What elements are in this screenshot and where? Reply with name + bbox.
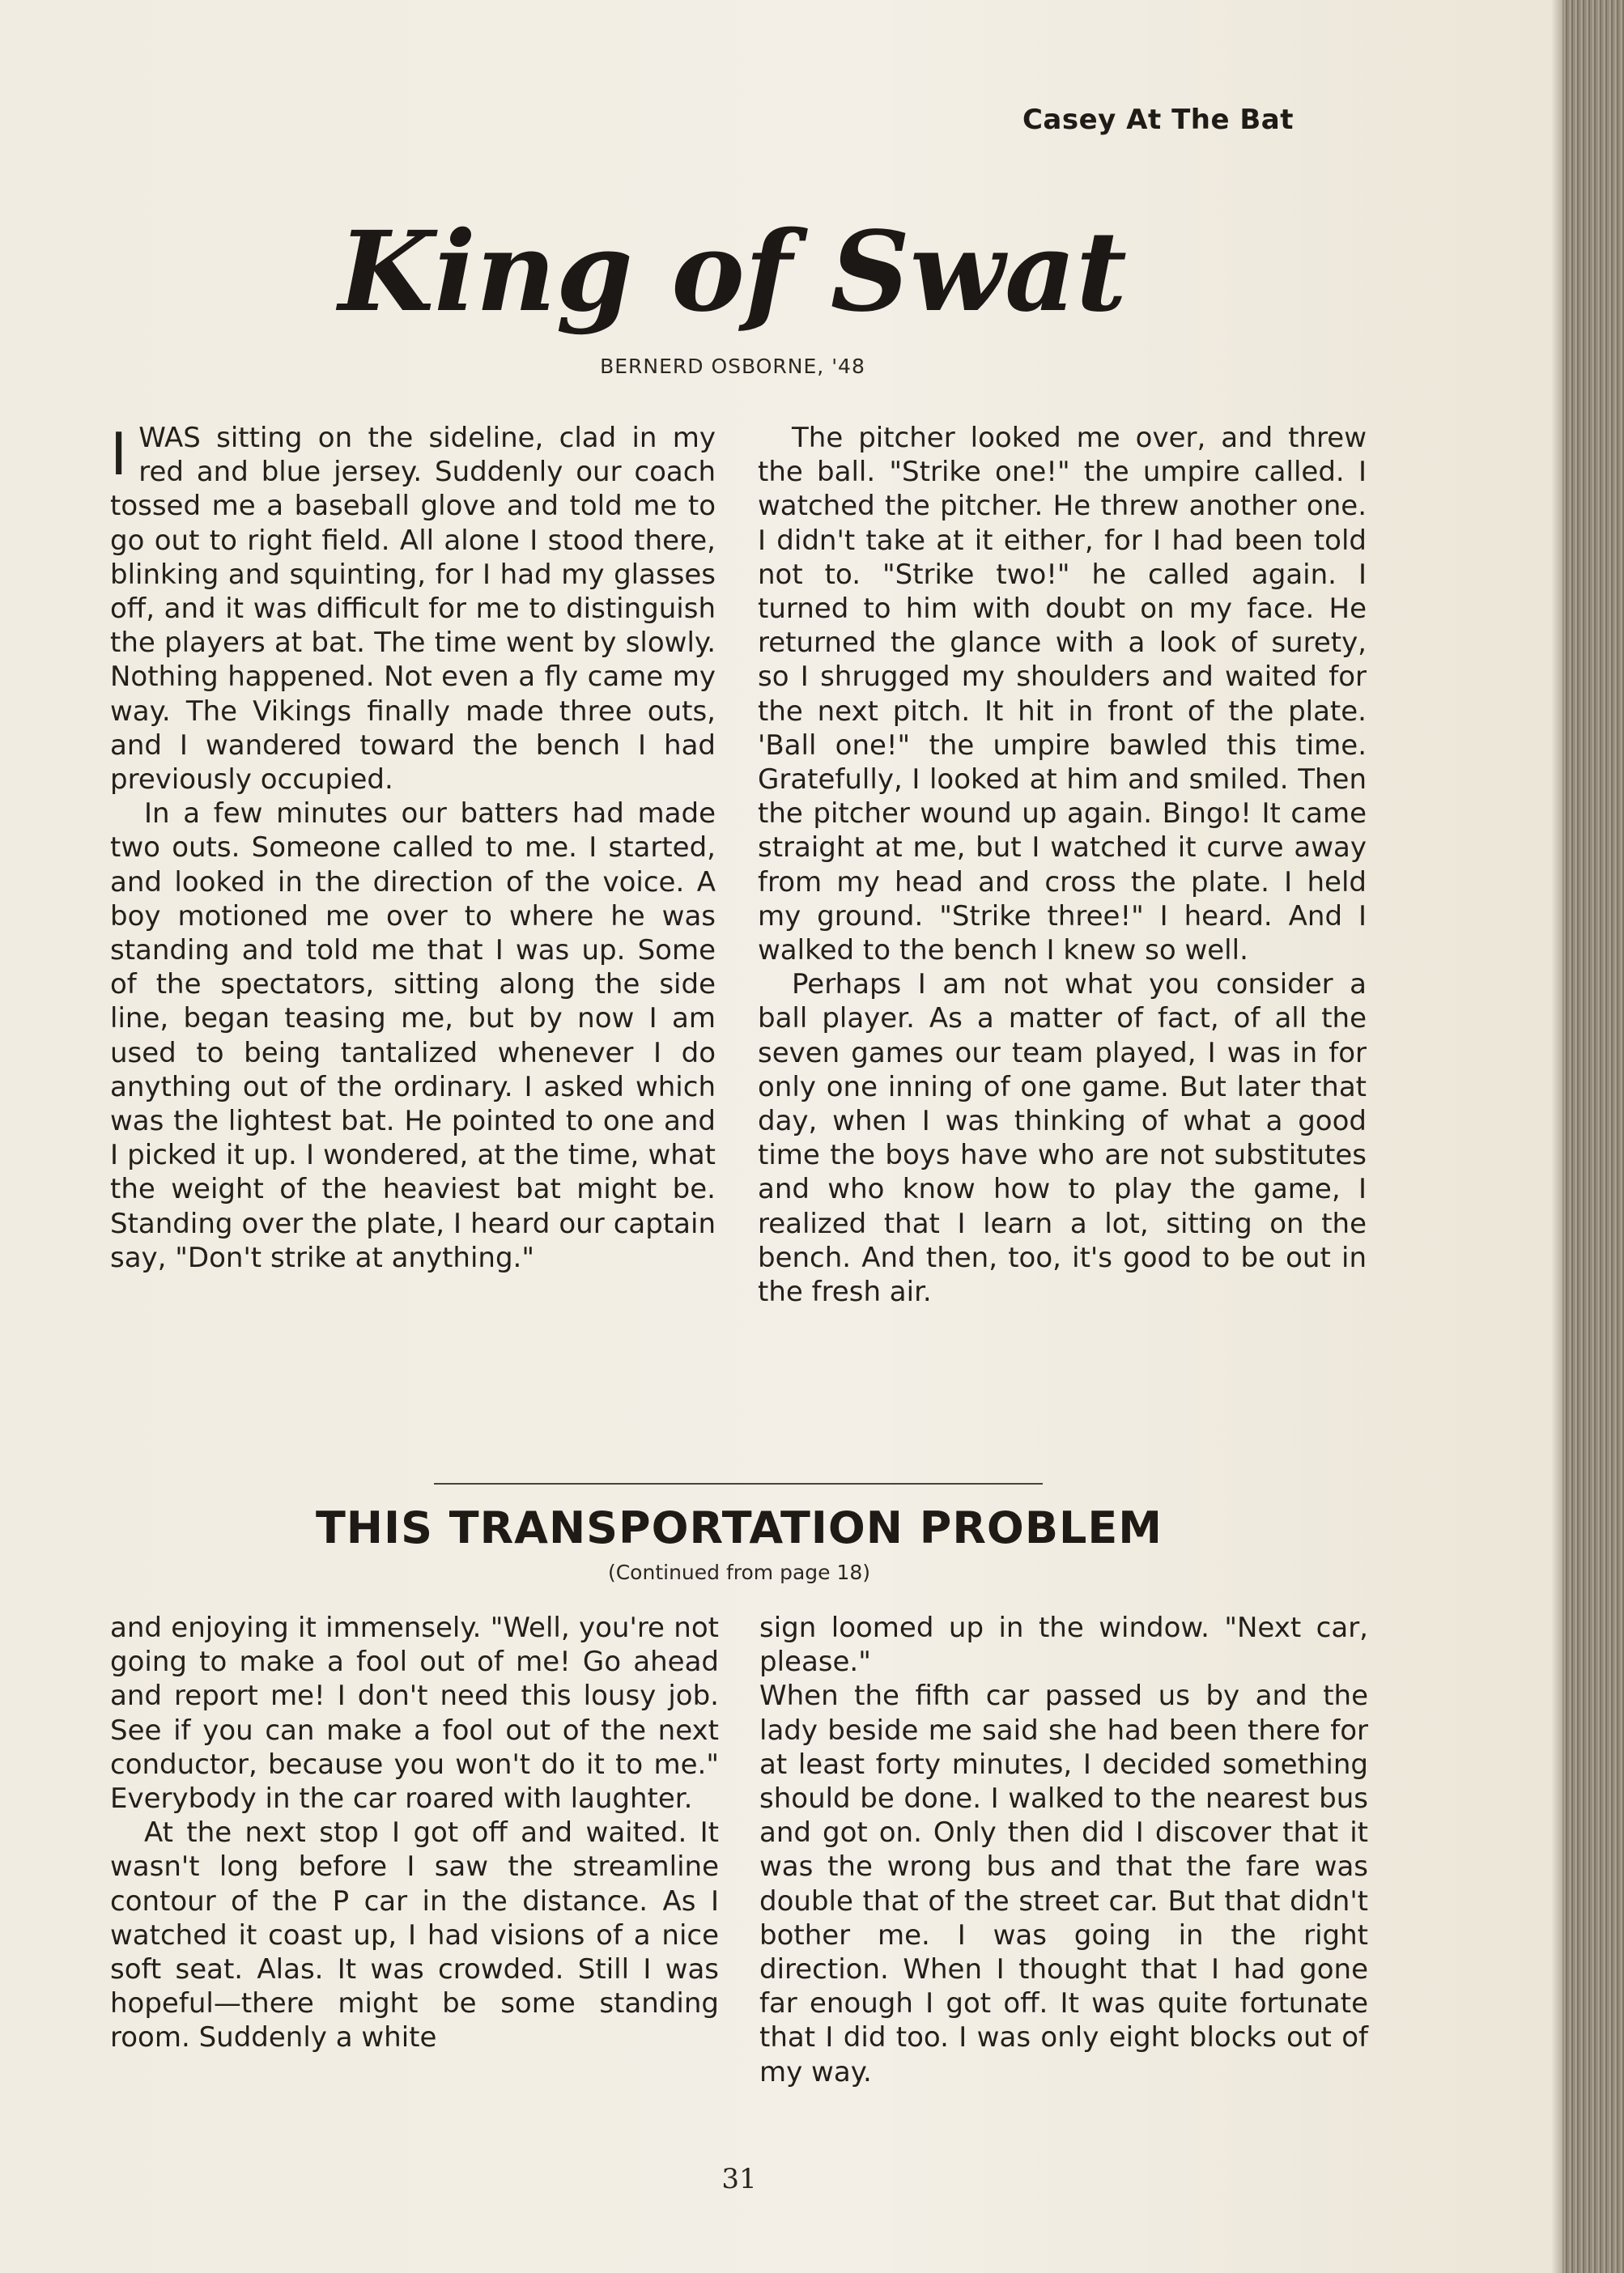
- continuation-note: (Continued from page 18): [607, 1561, 871, 1584]
- article-paragraph: When the fifth car passed us by and the lady beside me said she had been there for at least forty minutes, I decided something should be done. I walked to the nearest bus and got on. Only then did I discover that it was the wrong bus and that the fare was double that of the street car. But that didn't bother me. I was going in the right direction. When I thought that I had gone far enough I got off. It was quite fortunate that I did too. I was only eight blocks out of my way.: [759, 1680, 1368, 2088]
- continuation-column-right: [759, 1611, 1368, 2089]
- article-paragraph: Perhaps I am not what you consider a ball player. As a matter of fact, of all the seven games our team played, I was in for only one inning of one game. But later that day, when I was thinking of what a good time the boys have who are not substitutes and who know how to play the game, I realized that I learn a lot, sitting on the bench. And then, too, it's good to be out in the fresh air.: [758, 968, 1367, 1309]
- article-paragraph: The pitcher looked me over, and threw the ball. "Strike one!" the umpire called. I watched the pitcher. He threw another one. I didn't take at it either, for I had been told not to. "Strike two!" he called again. I turned to him with doubt on my face. He returned the glance with a look of surety, so I shrugged my shoulders and waited for the next pitch. It hit in front of the plate. 'Ball one!" the umpire bawled this time. Gratefully, I looked at him and smiled. Then the pitcher wound up again. Bingo! It came straight at me, but I watched it curve away from my head and cross the plate. I held my ground. "Strike three!" I heard. And I walked to the bench I knew so well.: [758, 422, 1367, 967]
- article-paragraph: and enjoying it immensely. "Well, you're not going to make a fool out of me! Go ahead and report me! I don't need this lousy job. See if you can make a fool out of the next conductor, because you won't do it to me." Everybody in the car roared with laughter.: [110, 1612, 719, 1816]
- drop-cap: I: [110, 420, 128, 488]
- paragraph-text: WAS sitting on the sideline, clad in my red and blue jersey. Suddenly our coach tossed me a baseball glove and told me to go out to right field. All alone I stood there, blinking and squinting, for I had my glasses off, and it was difficult for me to distinguish the players at bat. The time went by slowly. Nothing happened. Not even a fly came my way. The Vikings finally made three outs, and I wandered toward the bench I had previously occupied.: [110, 422, 716, 797]
- book-page-edges: [1562, 0, 1624, 2273]
- article-title: King of Swat: [338, 207, 1127, 337]
- article-column-right: [758, 421, 1367, 1309]
- continuation-heading: THIS TRANSPORTATION PROBLEM: [315, 1502, 1163, 1553]
- article-column-left: [110, 421, 716, 1275]
- article-paragraph: sign loomed up in the window. "Next car, please.": [759, 1612, 1368, 1679]
- article-paragraph: [110, 421, 716, 797]
- article-paragraph: At the next stop I got off and waited. It wasn't long before I saw the streamline contour of the P car in the distance. As I watched it coast up, I had visions of a nice soft seat. Alas. It was crowded. Still I was hopeful—there might be some standing room. Suddenly a white: [110, 1816, 719, 2054]
- section-divider: [434, 1483, 1043, 1485]
- running-head: Casey At The Bat: [1022, 104, 1294, 136]
- article-paragraph: In a few minutes our batters had made two outs. Someone called to me. I started, and looked in the direction of the voice. A boy motioned me over to where he was standing and told me that I was up. Some of the spectators, sitting along the side line, began teasing me, but by now I am used to being tantalized whenever I do anything out of the ordinary. I asked which was the lightest bat. He pointed to one and I picked it up. I wondered, at the time, what the weight of the heaviest bat might be. Standing over the plate, I heard our captain say, "Don't strike at anything.": [110, 797, 716, 1274]
- page-number: 31: [721, 2163, 757, 2195]
- article-byline: BERNERD OSBORNE, '48: [600, 355, 865, 378]
- continuation-column-left: [110, 1611, 719, 2055]
